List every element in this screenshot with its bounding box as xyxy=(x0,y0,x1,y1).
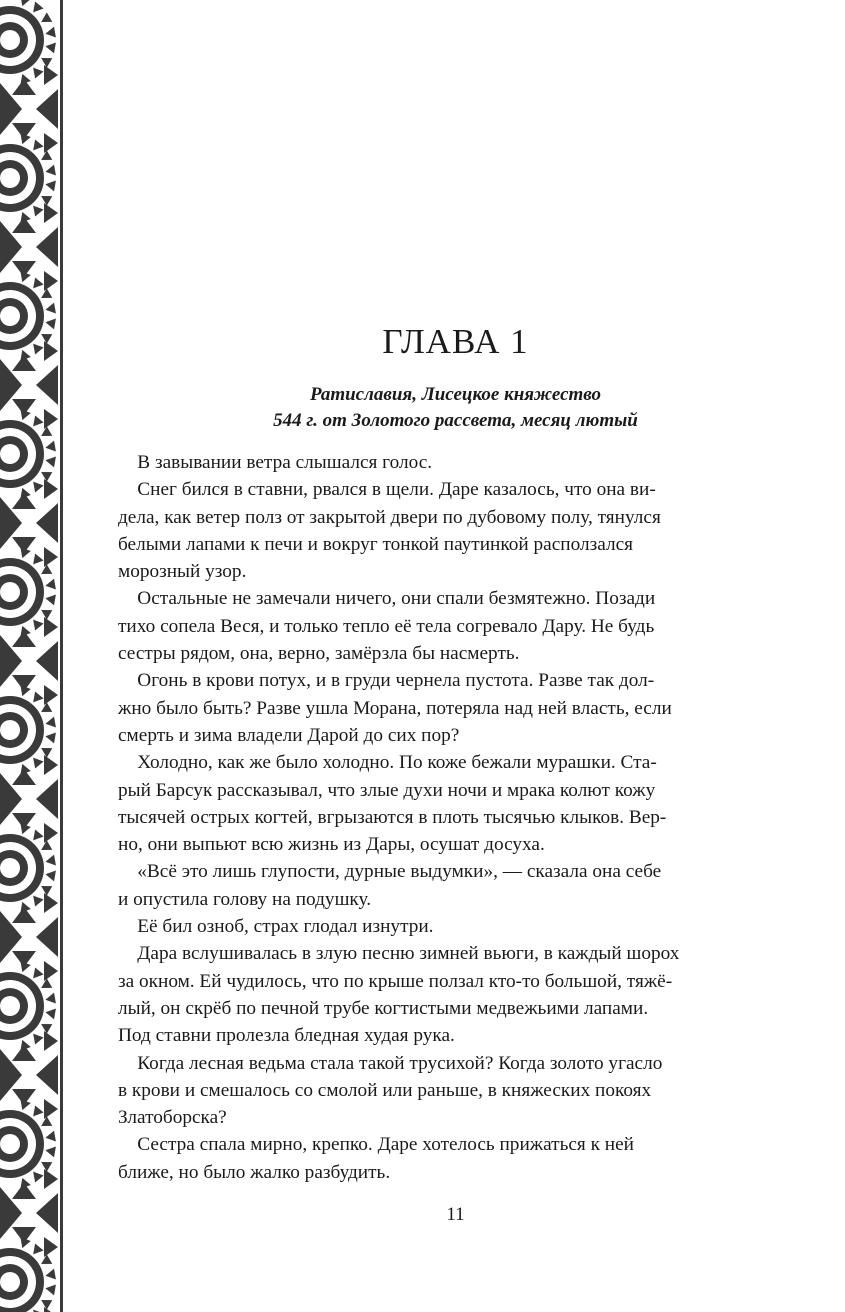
text-line: Снег бился в ставни, рвался в щели. Даре казалось, что она ви- xyxy=(118,479,656,501)
text-line: за окном. Ей чудилось, что по крыше ползал кто-то большой, тяжё- xyxy=(118,970,673,992)
text-line: Под ставни пролезла бледная худая рука. xyxy=(118,1025,455,1047)
page-number: 11 xyxy=(446,1204,465,1225)
text-line: лый, он скрёб по печной трубе когтистыми медвежьими лапами. xyxy=(118,997,649,1019)
chapter-location: Ратиславия, Лисецкое княжество xyxy=(309,384,602,405)
text-line: Дара вслушивалась в злую песню зимней вьюги, в каждый шорох xyxy=(118,943,680,965)
text-line: Златоборска? xyxy=(118,1107,227,1129)
chapter-subtitle xyxy=(66,382,845,434)
text-line: сестры рядом, она, верно, замёрзла бы насмерть. xyxy=(118,643,520,665)
text-line: морозный узор. xyxy=(118,561,247,583)
text-line: В завывании ветра слышался голос. xyxy=(118,452,433,473)
text-line: «Всё это лишь глупости, дурные выдумки», — сказала она себе xyxy=(118,861,662,883)
text-line: тихо сопела Веся, и только тепло её тела согревало Дару. Не будь xyxy=(118,615,655,637)
text-line: Остальные не замечали ничего, они спали безмятежно. Позади xyxy=(118,588,656,610)
chapter-title: ГЛАВА 1 xyxy=(382,322,529,361)
text-line: белыми лапами к печи и вокруг тонкой паутинкой расползался xyxy=(118,533,634,555)
text-line: жно было быть? Разве ушла Морана, потеряла над ней власть, если xyxy=(118,697,672,719)
text-line: тысячей острых когтей, вгрызаются в плоть тысячью клыков. Вер- xyxy=(118,806,667,828)
text-line: Сестра спала мирно, крепко. Даре хотелось прижаться к ней xyxy=(118,1134,634,1156)
text-line: Огонь в крови потух, и в груди чернела пустота. Разве так дол- xyxy=(118,670,655,692)
decorative-border xyxy=(0,0,66,1312)
body-text xyxy=(118,449,739,1186)
text-line: и опустила голову на подушку. xyxy=(118,888,372,910)
text-line: ближе, но было жалко разбудить. xyxy=(118,1161,391,1183)
text-line: но, они выпьют всю жизнь из Дары, осушат досуха. xyxy=(118,834,545,856)
text-line: Холодно, как же было холодно. По коже бежали мурашки. Ста- xyxy=(118,752,657,774)
text-line: в крови и смешалось со смолой или раньше, в княжеских покоях xyxy=(118,1079,652,1101)
text-line: смерть и зима владели Дарой до сих пор? xyxy=(118,724,460,746)
chapter-date: 544 г. от Золотого рассвета, месяц лютый xyxy=(273,410,638,431)
text-line: Её бил озноб, страх глодал изнутри. xyxy=(118,916,434,938)
text-line: дела, как ветер полз от закрытой двери по дубовому полу, тянулся xyxy=(118,506,661,528)
text-line: Когда лесная ведьма стала такой трусихой? Когда золото угасло xyxy=(118,1052,663,1074)
folk-ornament-icon xyxy=(0,0,66,1312)
text-line: рый Барсук рассказывал, что злые духи ночи и мрака колют кожу xyxy=(118,779,656,801)
